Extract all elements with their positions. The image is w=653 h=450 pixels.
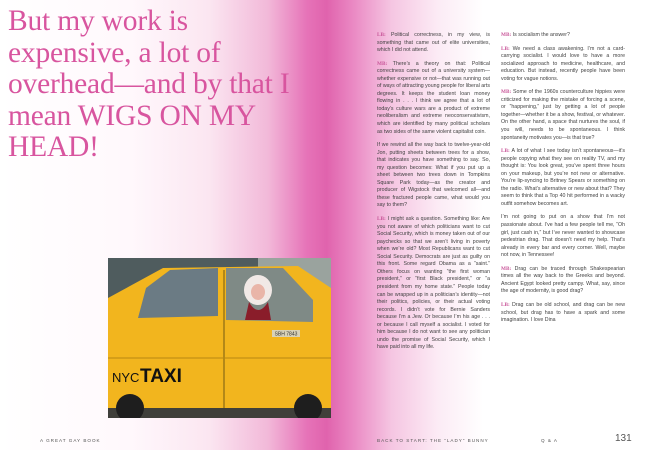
headline: But my work is expensive, a lot of overhead—and by that I mean WIGS ON MY HEAD! (8, 5, 290, 163)
page-number: 131 (615, 433, 632, 444)
speaker-label: LB: (377, 216, 386, 223)
paragraph (377, 61, 490, 136)
paragraph (377, 142, 490, 210)
paragraph-text: Some of the 1960s counterculture hippies were criticized for making the mistake of forcing a scene, or “happening,” just by getting a lot of people together—whether it be a show, festival, or whatever. On the other hand, a space that nurtures the soul, if you will, needs to be spontaneous. I think spontaneity motivates you—is that true? (501, 89, 625, 141)
footer-section: Q & A (541, 438, 558, 443)
paragraph-text: Is socialism the answer? (512, 32, 570, 38)
speaker-label: LB: (501, 301, 510, 308)
text-column-right (501, 32, 625, 331)
paragraph-text: Drag can be traced through Shakespearian times all the way back to the Greeks and beyond. Ancient Egypt looked pretty campy. What, say, since the age of modernity, is good drag? (501, 265, 625, 295)
paragraph (377, 216, 490, 352)
paragraph-text: Political correctness, in my view, is something that came out of elite universities, which I did not attend. (377, 32, 490, 54)
taxi-sign-text: TAXI (140, 366, 182, 387)
paragraph-text: If we rewind all the way back to twelve-year-old Jon, putting sheets between trees for a show, that indicates you have something to say. So, my question becomes: What if you put up a sheet between two trees down in Tompkins Square Park today—as the creator and producer of Wigstock that welcomed all—and these fractured people came, what would you say to them? (377, 142, 490, 209)
taxi-illustration (108, 258, 331, 418)
paragraph-text: I’m not going to put on a show that I’m not passionate about. I’ve had a few people tell me, “Oh girl, just cash in,” but I’ve never wanted to showcase pedestrian drag. That doesn’t need my help. That’s already in every bar and every corner. Well, maybe not now, in Tennessee! (501, 214, 625, 259)
speaker-label: LB: (377, 32, 386, 38)
text-column-left (377, 32, 490, 358)
speaker-label: LB: (501, 148, 510, 155)
footer-book-title: A GREAT GAY BOOK (40, 438, 101, 443)
paragraph (501, 266, 625, 296)
paragraph (501, 89, 625, 142)
paragraph-text: Drag can be old school, and drag can be new school, but drag has to have a spark and some imagination. I love Dina (501, 301, 625, 324)
speaker-label: MB: (501, 89, 512, 96)
paragraph (501, 214, 625, 259)
license-plate-text: SBH 7843 (274, 331, 298, 338)
speaker-label: LB: (501, 45, 510, 52)
paragraph (501, 148, 625, 208)
speaker-label: MB: (501, 32, 512, 38)
footer-chapter-title: BACK TO START: THE “LADY” BUNNY (377, 438, 489, 443)
paragraph-text: There’s a theory on that: Political correctness came out of a university system—whether expensive or not—that was running out of ways of attracting young people for liberal arts degrees. It keeps the student loan money flowing in . . . I think we agree that a lot of today’s culture wars are a product of extreme neoliberalism and extreme neoconservativism, which are identified by many political scholars as two sides of the same violent capitalist coin. (377, 60, 490, 135)
paragraph-text: I might ask a question. Something like: Are you not aware of which politicians want to cut Social Security, which is money taken out of our paychecks so that we aren’t living in poverty when we’re old? Most Republicans want to cut Social Security. Democrats are just as guilty on this front. Some regard Obama as a “saint.” Others focus on wanting “the first woman president,” or “first Black president,” or “a president from my home state.” People today can be wrapped up in a politician’s identity—not their politics, policies, or their actual voting records. I didn’t vote for Bernie Sanders because I’m a Jew. Or because I’m his age . . . or because I call myself a socialist. I voted for him because I do not want to see any politician undo the promise of Social Security, which I have paid into all my life. (377, 216, 490, 351)
speaker-label: MB: (501, 265, 512, 272)
paragraph (501, 32, 625, 40)
speaker-label: MB: (377, 60, 388, 67)
nyc-logo-text: NYC (112, 370, 140, 385)
paragraph-text: A lot of what I see today isn’t spontaneous—it’s people copying what they see on reality TV, and my thought is: You look great, you’ve spent three hours on your makeup, but you’re not new or alternative. You’re lip-syncing to Britney Spears or something on the radio. What’s alternative or new about that? They seem to think that a Top 40 hit performed in a wacky outfit somehow becomes art. (501, 148, 626, 207)
paragraph-text: We need a class awakening. I’m not a card-carrying socialist. I would love to have a more socialized approach to medicine, healthcare, and education. But instead, recently people have been voting for vague notions. (501, 45, 625, 82)
paragraph (501, 302, 625, 325)
paragraph (501, 46, 625, 84)
taxi-photo (108, 258, 331, 418)
paragraph (377, 32, 490, 55)
